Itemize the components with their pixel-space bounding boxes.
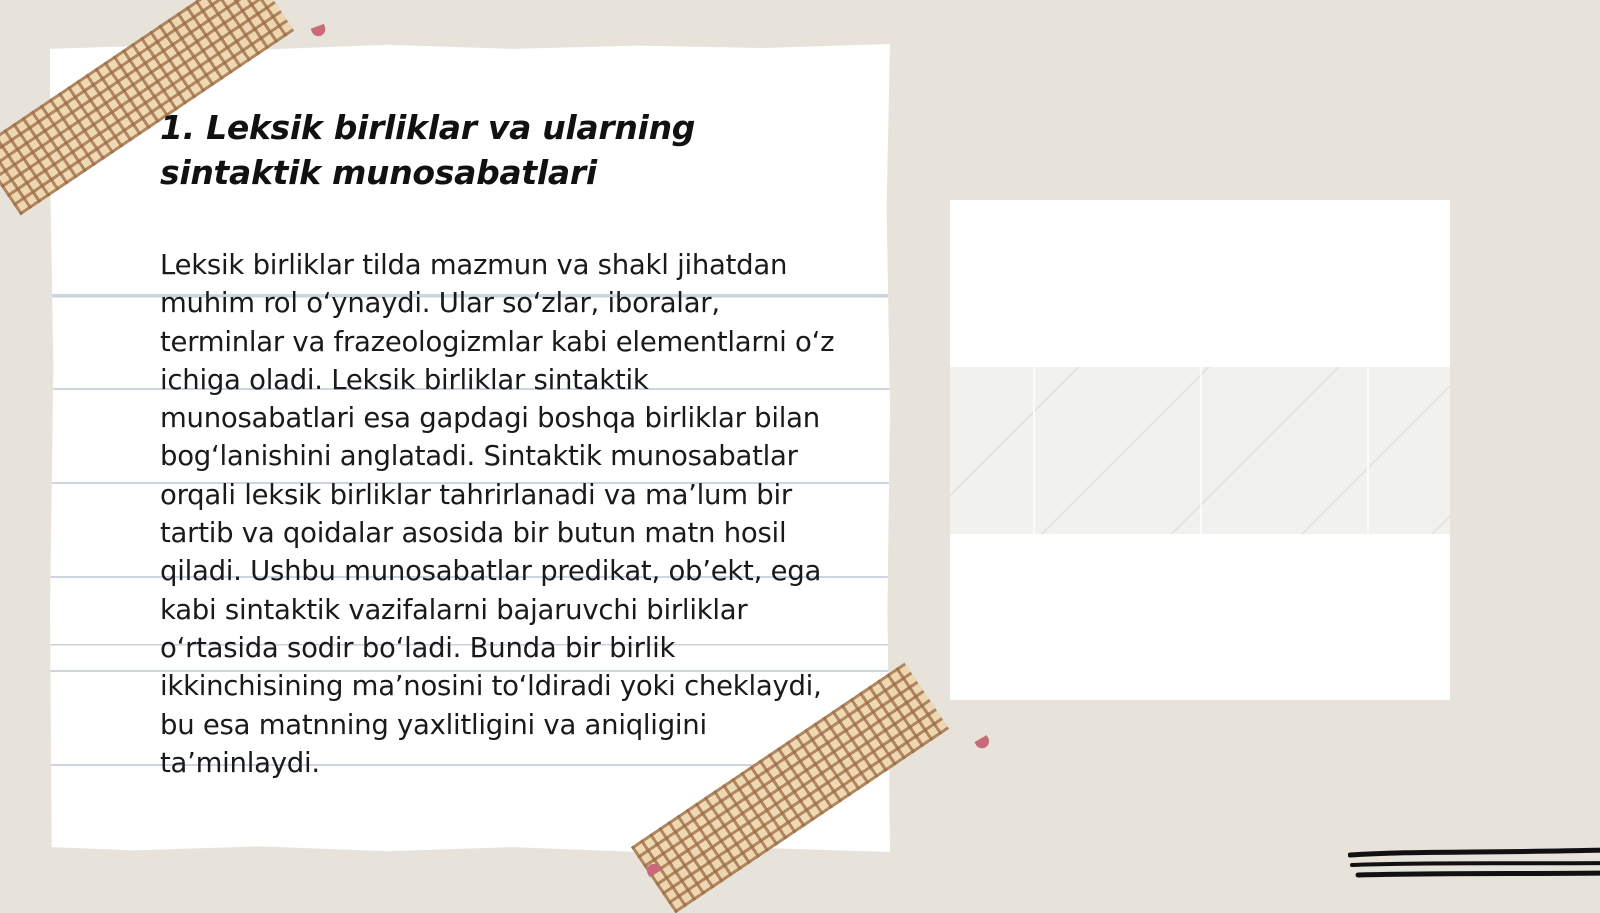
image-icon: [950, 367, 1450, 534]
image-placeholder: [950, 200, 1450, 700]
pin-icon: [974, 735, 991, 751]
scribble-lines-icon: [1348, 845, 1600, 895]
slide-title: 1. Leksik birliklar va ularning sintaktik munosabatlari: [160, 108, 696, 192]
slide-body-text: Leksik birliklar tilda mazmun va shakl jihatdan muhim rol o‘ynaydi. Ular so‘zlar, iboralar, terminlar va frazeologizmlar kabi elementlarni o‘z ichiga oladi. Leksik birliklar sintaktik munosabatlari esa gapdagi boshqa birliklar bilan bog‘lanishini anglatadi. Sintaktik munosabatlar orqali leksik birliklar tahrirlanadi va ma’lum bir tartib va qoidalar asosida bir butun matn hosil qiladi. Ushbu munosabatlar predikat, ob’ekt, ega kabi sintaktik vazifalarni bajaruvchi birliklar o‘rtasida sodir bo‘ladi. Bunda bir birlik ikkinchisining ma’nosini to‘ldiradi yoki cheklaydi, bu esa matnning yaxlitligini va aniqligini ta’minlaydi.: [160, 249, 835, 779]
pin-icon: [311, 24, 328, 38]
